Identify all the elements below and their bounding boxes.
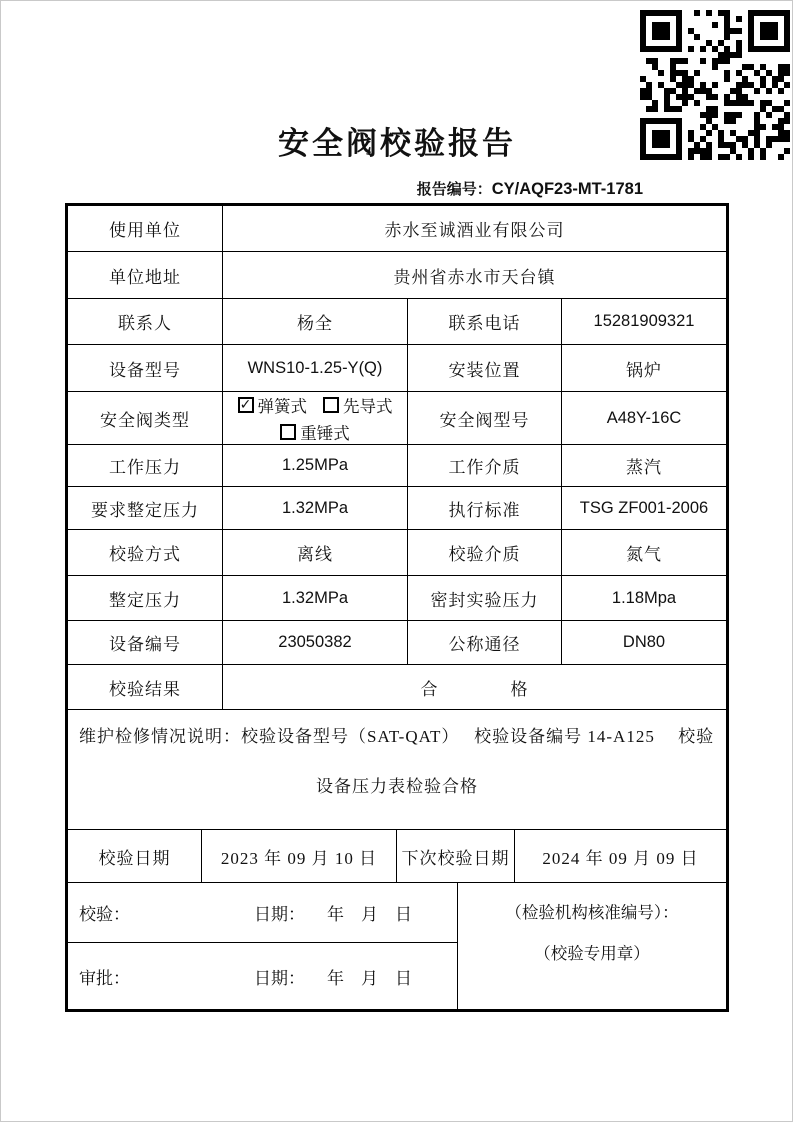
next-date-label: 下次校验日期 — [397, 830, 515, 882]
table-row — [68, 445, 726, 487]
field-label-user-unit: 使用单位 — [68, 206, 223, 251]
option-label: 弹簧式 — [257, 396, 307, 416]
field-value-required-set-pressure: 1.32MPa — [223, 487, 408, 529]
field-label-required-set-pressure: 要求整定压力 — [68, 487, 223, 529]
field-value-standard: TSG ZF001-2006 — [579, 498, 709, 517]
valve-type-line2 — [280, 420, 350, 444]
field-value-calibration-medium: 氮气 — [626, 545, 662, 564]
field-label-contact: 联系人 — [68, 299, 223, 344]
field-label-working-medium: 工作介质 — [408, 445, 562, 486]
checkbox-unchecked-icon — [280, 424, 296, 440]
field-label-set-pressure: 整定压力 — [68, 576, 223, 620]
field-value-set-pressure: 1.32MPa — [223, 576, 408, 620]
table-row — [68, 345, 726, 392]
field-value-working-medium: 蒸汽 — [626, 458, 662, 477]
field-label-contact-phone: 联系电话 — [408, 299, 562, 344]
qr-code-icon — [640, 10, 790, 160]
table-row — [68, 392, 726, 445]
report-number-label: 报告编号： — [416, 182, 492, 198]
table-row — [68, 487, 726, 530]
field-label-valve-model: 安全阀型号 — [408, 392, 562, 444]
table-row — [68, 252, 726, 299]
report-number — [68, 178, 726, 199]
table-row — [68, 576, 726, 621]
stamp-cell — [458, 883, 726, 1009]
field-label-result: 校验结果 — [68, 665, 223, 709]
field-label-device-model: 设备型号 — [68, 345, 223, 391]
option-weight-type — [280, 420, 350, 444]
checkbox-unchecked-icon — [323, 397, 339, 413]
calibration-date-value: 2023 年 09 月 10 日 — [202, 830, 397, 882]
field-value-device-no: 23050382 — [223, 621, 408, 664]
signature-ymd: 年 月 日 — [327, 968, 412, 988]
field-value-result: 合 格 — [420, 679, 529, 699]
valve-type-line1 — [238, 393, 393, 417]
maintenance-note-row — [68, 710, 726, 830]
option-label: 先导式 — [343, 396, 393, 416]
maintenance-note — [68, 710, 726, 829]
signature-date-label: 日期： — [254, 905, 305, 924]
dates-row — [68, 830, 726, 883]
field-label-device-no: 设备编号 — [68, 621, 223, 664]
field-label-nominal-diameter: 公称通径 — [408, 621, 562, 664]
signature-line-calibrator — [68, 883, 457, 943]
signature-area — [68, 883, 458, 1009]
next-date-value: 2024 年 09 月 09 日 — [542, 848, 699, 868]
calibration-date-label: 校验日期 — [68, 830, 202, 882]
maintenance-note-line1: 维护检修情况说明：校验设备型号（SAT-QAT） 校验设备编号 14-A125 校验 — [79, 727, 715, 746]
stamp-seal-label: （校验专用章） — [534, 944, 650, 963]
table-row — [68, 665, 726, 710]
signature-date-label: 日期： — [254, 968, 305, 988]
report-table — [65, 203, 729, 1012]
field-value-contact: 杨全 — [223, 299, 408, 344]
field-value-contact-phone: 15281909321 — [593, 312, 695, 330]
field-value-calibration-method: 离线 — [223, 530, 408, 575]
field-label-seal-test-pressure: 密封实验压力 — [408, 576, 562, 620]
table-row — [68, 621, 726, 665]
field-value-valve-model: A48Y-16C — [606, 408, 682, 427]
stamp-approval-number-label: （检验机构核准编号）： — [505, 903, 679, 922]
maintenance-note-line2: 设备压力表检验合格 — [316, 777, 478, 796]
page-title: 安全阀校验报告 — [278, 126, 516, 161]
signature-row — [68, 883, 726, 1009]
option-label: 重锤式 — [300, 423, 350, 443]
report-number-value: CY/AQF23-MT-1781 — [491, 180, 643, 198]
table-row — [68, 299, 726, 345]
valve-type-options — [223, 392, 408, 444]
signature-ymd: 年 月 日 — [327, 905, 412, 924]
field-label-unit-address: 单位地址 — [68, 252, 223, 298]
table-row — [68, 206, 726, 252]
checkbox-checked-icon: ✓ — [238, 397, 254, 413]
field-label-install-location: 安装位置 — [408, 345, 562, 391]
signature-role-label: 校验： — [79, 905, 130, 924]
field-value-working-pressure: 1.25MPa — [223, 445, 408, 486]
field-value-unit-address: 贵州省赤水市天台镇 — [393, 267, 556, 287]
field-label-standard: 执行标准 — [408, 487, 562, 529]
field-label-calibration-medium: 校验介质 — [408, 530, 562, 575]
option-spring-type — [238, 393, 308, 417]
option-pilot-type — [323, 393, 393, 417]
signature-line-approver — [68, 943, 457, 1009]
field-value-user-unit: 赤水至诚酒业有限公司 — [384, 221, 565, 240]
field-label-calibration-method: 校验方式 — [68, 530, 223, 575]
field-value-nominal-diameter: DN80 — [622, 633, 666, 651]
field-label-working-pressure: 工作压力 — [68, 445, 223, 486]
field-value-install-location: 锅炉 — [626, 360, 662, 380]
field-label-valve-type: 安全阀类型 — [68, 392, 223, 444]
field-value-seal-test-pressure: 1.18Mpa — [611, 588, 677, 607]
signature-role-label: 审批： — [79, 968, 130, 988]
table-row — [68, 530, 726, 576]
field-value-device-model: WNS10-1.25-Y(Q) — [223, 345, 408, 391]
